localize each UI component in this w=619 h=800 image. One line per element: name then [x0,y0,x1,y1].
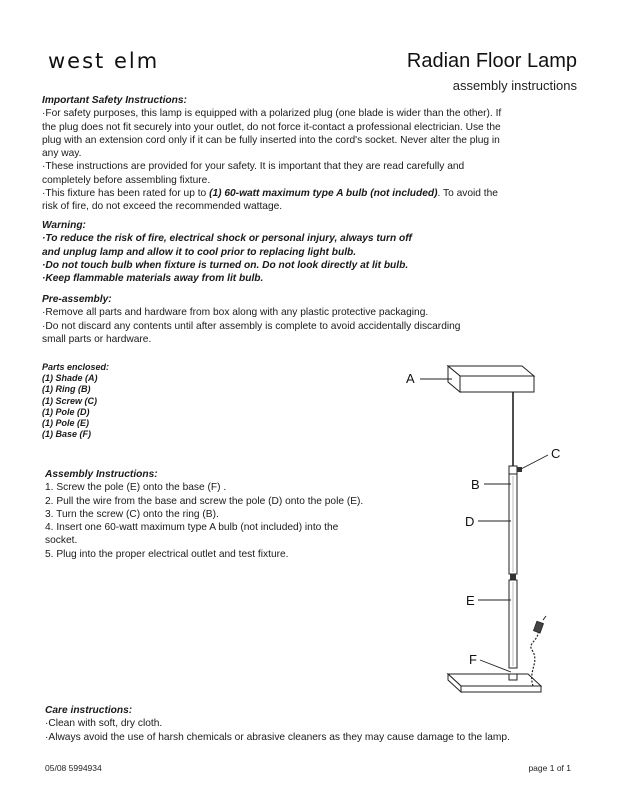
shade-part [448,366,534,392]
plug-prong [543,616,546,620]
label-e: E [466,593,475,608]
label-c: C [551,446,561,461]
preassembly-line: ·Remove all parts and hardware from box along with any plastic protective packaging. [42,307,429,319]
parts-heading: Parts enclosed: [42,362,110,372]
safety-line: plug with an extension cord only if it can be fully inserted into the cord's socket. Never alter the plug in [42,134,500,146]
assembly-step: 3. Turn the screw (C) onto the ring (B). [45,508,219,520]
part-item: (1) Ring (B) [42,384,91,395]
rating-suffix: . To avoid the [437,188,498,200]
care-heading: Care instructions: [45,705,133,716]
leader-c [521,455,548,469]
part-item: (1) Shade (A) [42,373,98,384]
rating-bold: (1) 60-watt maximum type A bulb (not included) [209,188,438,200]
part-item: (1) Base (F) [42,429,92,440]
warning-heading: Warning: [42,220,86,231]
safety-line: any way. [42,148,82,160]
safety-line: ·These instructions are provided for your safety. It is important that they are read carefully and [42,161,465,173]
warning-line: ·Do not touch bulb when fixture is turned on. Do not look directly at lit bulb. [42,259,409,271]
care-line: ·Clean with soft, dry cloth. [45,718,163,730]
label-f: F [469,652,477,667]
page-number: page 1 of 1 [528,763,571,773]
screw-part [517,467,522,472]
ring-part [509,466,517,474]
safety-line: the plug does not fit securely into your outlet, do not force it-contact a professional electrician. Use the [42,121,501,133]
assembly-step: 5. Plug into the proper electrical outlet and test fixture. [45,548,289,560]
leader-f [480,660,511,672]
preassembly-heading: Pre-assembly: [42,294,112,305]
warning-line: ·To reduce the risk of fire, electrical shock or personal injury, always turn off [42,233,412,245]
rating-prefix: ·This fixture has been rated for up to [42,188,210,200]
preassembly-line: small parts or hardware. [42,333,152,345]
assembly-step: 4. Insert one 60-watt maximum type A bulb (not included) into the [45,522,339,534]
document-code: 05/08 5994934 [45,763,102,773]
part-item: (1) Pole (D) [42,406,90,417]
document-title: Radian Floor Lamp [406,50,577,72]
assembly-heading: Assembly Instructions: [45,469,158,480]
assembly-step: socket. [45,535,78,547]
warning-line: and unplug lamp and allow it to cool prior to replacing light bulb. [42,246,357,258]
warning-line: ·Keep flammable materials away from lit bulb. [42,273,264,285]
power-cord [531,630,538,686]
part-item: (1) Screw (C) [42,395,98,406]
care-line: ·Always avoid the use of harsh chemicals or abrasive cleaners as they may cause damage to the lamp. [45,731,510,743]
pole-connector [510,574,516,580]
plug-icon [533,621,543,633]
preassembly-line: ·Do not discard any contents until after assembly is complete to avoid accidentally discarding [42,320,461,332]
base-part [448,674,541,692]
brand-logo: west elm [48,49,160,73]
rating-line-2: risk of fire, do not exceed the recommended wattage. [42,201,283,213]
care-section [45,704,585,744]
part-item: (1) Pole (E) [42,418,90,429]
document-subtitle: assembly instructions [452,78,577,93]
assembly-step: 1. Screw the pole (E) onto the base (F) . [45,482,227,494]
label-a: A [406,371,415,386]
assembly-step: 2. Pull the wire from the base and screw the pole (D) onto the pole (E). [45,495,364,507]
safety-line: completely before assembling fixture. [42,174,211,186]
safety-heading: Important Safety Instructions: [42,95,187,106]
label-b: B [471,477,480,492]
safety-line: ·For safety purposes, this lamp is equipped with a polarized plug (one blade is wider than the other). If [42,108,502,120]
label-d: D [465,514,475,529]
